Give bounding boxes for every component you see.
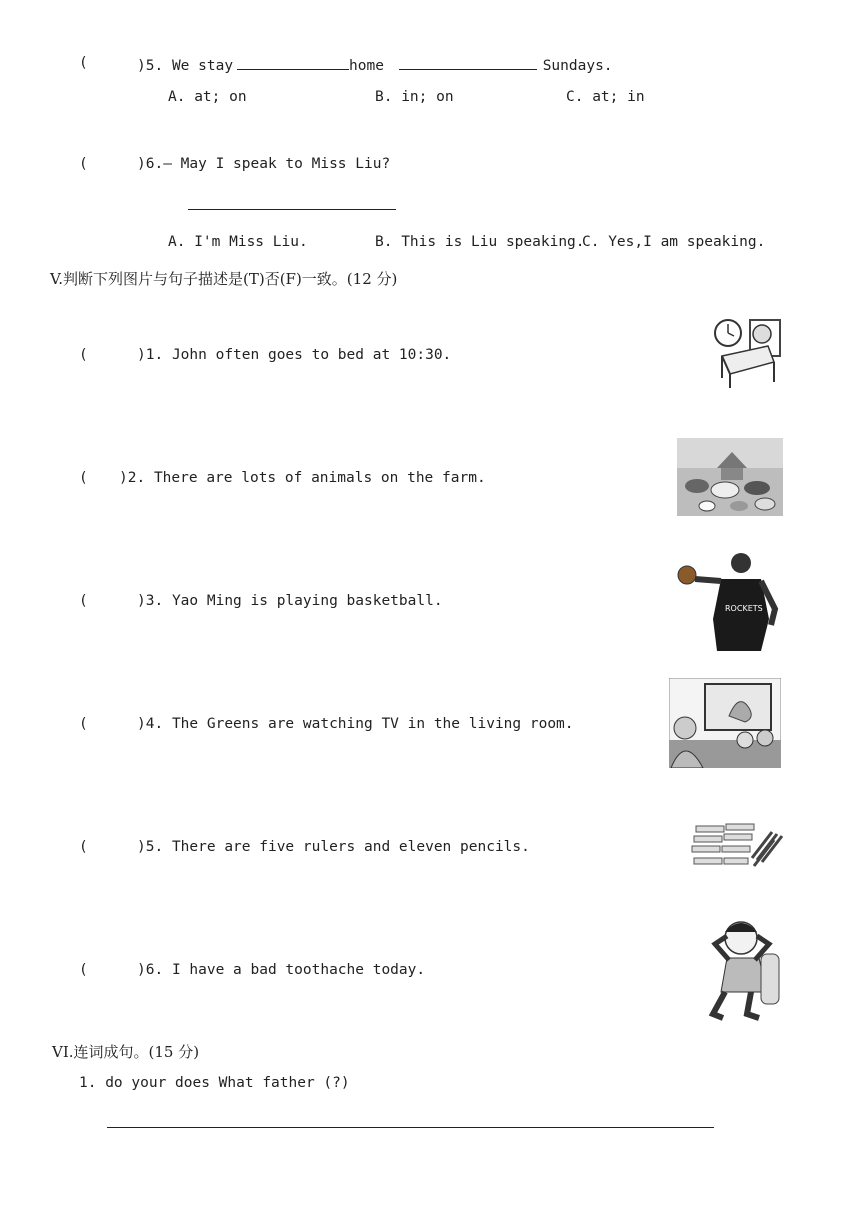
option-c: C. Yes,I am speaking.	[582, 234, 766, 250]
answer-paren[interactable]: (	[79, 347, 88, 363]
bed-clock-image	[712, 316, 782, 392]
answer-paren[interactable]: (	[79, 593, 88, 609]
section-heading: VI.连词成句。(15 分)	[52, 1043, 200, 1061]
answer-line[interactable]	[188, 209, 396, 210]
section-heading: V.判断下列图片与句子描述是(T)否(F)一致。(12 分)	[50, 270, 398, 288]
question-text-part: Sundays.	[542, 58, 613, 74]
statement-2: )2. There are lots of animals on the farm.	[119, 470, 486, 486]
answer-paren[interactable]: (	[79, 55, 88, 71]
rulers-pencils-image	[690, 818, 784, 874]
statement-1: )1. John often goes to bed at 10:30.	[137, 347, 452, 363]
statement-6: )6. I have a bad toothache today.	[137, 962, 426, 978]
answer-line[interactable]	[107, 1127, 714, 1128]
answer-paren[interactable]: (	[79, 716, 88, 732]
answer-paren[interactable]: (	[79, 156, 88, 172]
option-c: C. at; in	[566, 89, 645, 105]
option-b: B. This is Liu speaking.	[375, 234, 585, 250]
option-a: A. at; on	[168, 89, 247, 105]
question-text-part: home	[349, 58, 384, 74]
statement-5: )5. There are five rulers and eleven pencils.	[137, 839, 530, 855]
answer-paren[interactable]: (	[79, 962, 88, 978]
question-number: )5. We stay home Sundays.	[137, 55, 613, 74]
farm-image	[677, 438, 783, 516]
statement-3: )3. Yao Ming is playing basketball.	[137, 593, 443, 609]
question-prompt: — May I speak to Miss Liu?	[163, 156, 391, 172]
question-line: )6.— May I speak to Miss Liu?	[137, 156, 391, 172]
answer-blank[interactable]	[399, 55, 537, 70]
answer-paren[interactable]: (	[79, 839, 88, 855]
basketball-player-image	[675, 549, 781, 651]
tv-family-image	[669, 678, 781, 768]
scrambled-sentence: 1. do your does What father (?)	[79, 1075, 350, 1091]
question-text-part: We stay	[171, 58, 234, 74]
statement-4: )4. The Greens are watching TV in the living room.	[137, 716, 574, 732]
jersey-text: ROCKETS	[725, 604, 763, 613]
answer-paren[interactable]: (	[79, 470, 88, 486]
option-b: B. in; on	[375, 89, 454, 105]
option-a: A. I'm Miss Liu.	[168, 234, 308, 250]
toothache-boy-image	[707, 914, 783, 1022]
answer-blank[interactable]	[237, 55, 349, 70]
